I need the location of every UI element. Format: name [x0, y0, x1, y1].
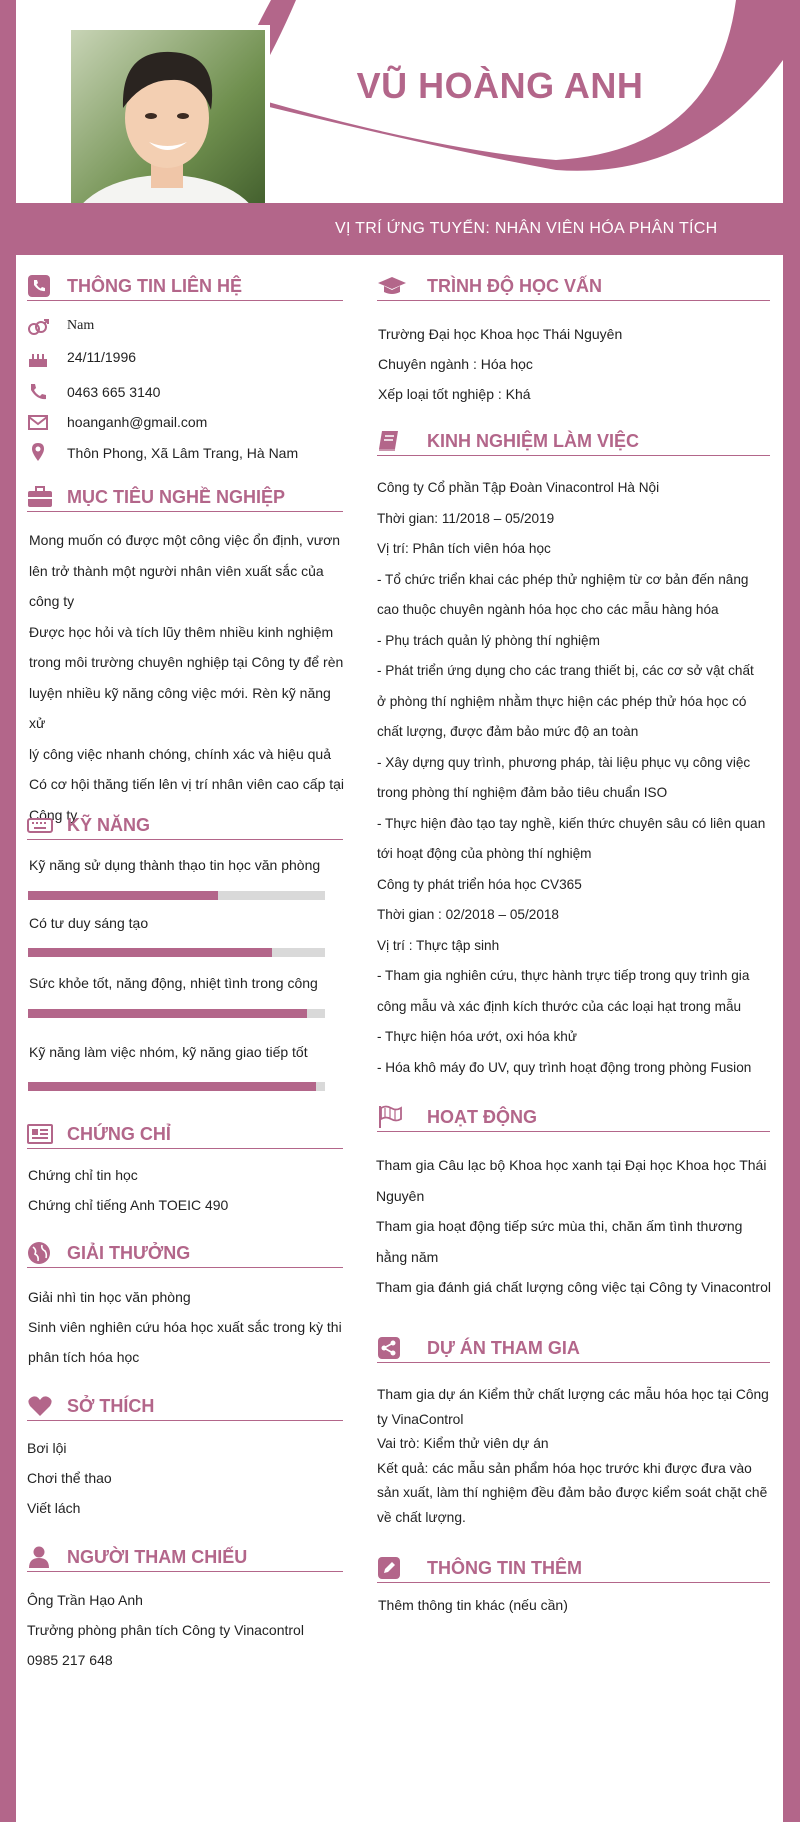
book-icon: [377, 429, 403, 453]
skills-title: KỸ NĂNG: [67, 815, 151, 835]
certificates-title: CHỨNG CHỈ: [67, 1124, 171, 1144]
birthday-cake-icon: [27, 349, 49, 369]
activity-line: Tham gia Câu lạc bộ Khoa học xanh tại Đại học Khoa học Thái: [376, 1157, 767, 1173]
objective-line: Được học hỏi và tích lũy thêm nhiều kinh nghiệm: [29, 623, 334, 640]
objective-line: công ty: [29, 593, 75, 609]
skill-bar-fill: [28, 1009, 307, 1018]
skill-label: Sức khỏe tốt, năng động, nhiệt tình trong công: [29, 975, 318, 991]
skill-label: Kỹ năng làm việc nhóm, kỹ năng giao tiếp tốt: [29, 1044, 308, 1060]
projects-section-header: [377, 1332, 770, 1363]
contact-section-header: [27, 270, 343, 301]
skills-section-header: [27, 809, 343, 840]
hobbies-section-header: [27, 1390, 343, 1421]
phone-icon: [27, 382, 49, 402]
experience-line: - Thực hiện hóa ướt, oxi hóa khử: [377, 1029, 577, 1044]
experience-line: - Hóa khô máy đo UV, quy trình hoạt động trong phòng Fusion: [377, 1059, 752, 1075]
activities-text: [376, 1150, 776, 1303]
reference-section-header: [27, 1541, 343, 1572]
contact-title: THÔNG TIN LIÊN HỆ: [67, 276, 242, 296]
skill-bar-fill: [28, 948, 272, 957]
globe-icon: [27, 1241, 53, 1265]
hobby-item: Viết lách: [27, 1500, 81, 1516]
heart-icon: [27, 1394, 53, 1418]
experience-line: công mẫu và xác định kích thước của các loại hạt trong mẫu: [377, 998, 742, 1014]
education-line: Trường Đại học Khoa học Thái Nguyên: [378, 326, 623, 342]
email-value: hoanganh@gmail.com: [67, 414, 208, 430]
more-title: THÔNG TIN THÊM: [427, 1558, 582, 1578]
more-section-header: [377, 1552, 770, 1583]
activity-line: Nguyên: [376, 1187, 425, 1204]
skill-bar: [28, 891, 325, 900]
objective-line: lý công việc nhanh chóng, chính xác và hiệu quả: [29, 745, 331, 762]
activity-line: hằng năm: [376, 1248, 439, 1265]
objective-line: Công ty: [29, 806, 78, 823]
projects-text: [377, 1383, 777, 1530]
experience-line: - Thực hiện đào tạo tay nghề, kiến thức chuyên sâu có liên quan: [377, 815, 766, 831]
experience-line: Thời gian : 02/2018 – 05/2018: [377, 907, 559, 922]
more-text: Thêm thông tin khác (nếu cần): [378, 1597, 568, 1613]
project-line: sản xuất, làm thí nghiệm đều đảm bảo được kiểm soát chặt chẽ: [377, 1485, 768, 1500]
experience-line: Công ty Cổ phần Tập Đoàn Vinacontrol Hà Nội: [377, 480, 660, 495]
share-icon: [377, 1336, 403, 1360]
experience-line: - Tổ chức triển khai các phép thử nghiệm từ cơ bản đến nâng: [377, 571, 749, 587]
activity-line: Tham gia hoạt động tiếp sức mùa thi, chăn ấm tình thương: [376, 1218, 743, 1234]
project-line: về chất lượng.: [377, 1509, 466, 1525]
award-line: phân tích hóa học: [28, 1349, 140, 1365]
activity-line: Tham gia đánh giá chất lượng công việc tại Công ty Vinacontrol: [376, 1279, 771, 1295]
experience-line: Thời gian: 11/2018 – 05/2019: [377, 510, 555, 526]
certificate-item: Chứng chỉ tin học: [28, 1167, 138, 1183]
award-line: Sinh viên nghiên cứu hóa học xuất sắc trong kỳ thi: [28, 1319, 342, 1335]
experience-line: chất lượng, được đảm bảo mức độ an toàn: [377, 724, 639, 739]
experience-line: trong phòng thí nghiệm đảm bảo tiêu chuẩn ISO: [377, 785, 668, 800]
keyboard-icon: [27, 813, 53, 837]
project-line: ty VinaControl: [377, 1411, 464, 1427]
objective-title: MỤC TIÊU NGHỀ NGHIỆP: [67, 487, 286, 507]
experience-line: - Tham gia nghiên cứu, thực hành trực tiếp trong quy trình gia: [377, 968, 750, 983]
skill-label: Có tư duy sáng tạo: [29, 915, 149, 931]
skill-bar: [28, 948, 325, 957]
edit-icon: [377, 1556, 403, 1580]
awards-section-header: [27, 1237, 343, 1268]
reference-line: Ông Trần Hạo Anh: [27, 1592, 143, 1608]
skill-bar-fill: [28, 1082, 316, 1091]
applied-position: VỊ TRÍ ỨNG TUYỂN: NHÂN VIÊN HÓA PHÂN TÍCH: [335, 220, 718, 237]
experience-text: [377, 473, 777, 1083]
experience-line: - Xây dựng quy trình, phương pháp, tài liệu phục vụ công việc: [377, 754, 751, 770]
project-line: Tham gia dự án Kiểm thử chất lượng các mẫu hóa học tại Công: [377, 1387, 769, 1402]
education-line: Xếp loại tốt nghiệp : Khá: [378, 386, 531, 402]
birthday-value: 24/11/1996: [67, 349, 137, 365]
experience-line: Công ty phát triển hóa học CV365: [377, 876, 582, 892]
gender-icon: [27, 318, 49, 338]
education-section-header: [377, 270, 770, 301]
reference-line: Trưởng phòng phân tích Công ty Vinacontrol: [27, 1622, 304, 1638]
experience-line: Vị trí: Phân tích viên hóa học: [377, 541, 551, 556]
experience-line: Vị trí : Thực tập sinh: [377, 937, 500, 953]
hobbies-title: SỞ THÍCH: [67, 1396, 155, 1416]
email-icon: [27, 412, 49, 432]
experience-section-header: [377, 425, 770, 456]
certificates-section-header: [27, 1118, 343, 1149]
address-value: Thôn Phong, Xã Lâm Trang, Hà Nam: [67, 445, 299, 461]
education-line: Chuyên ngành : Hóa học: [378, 356, 533, 372]
objective-line: Có cơ hội thăng tiến lên vị trí nhân viên cao cấp tại: [29, 776, 345, 792]
activities-title: HOẠT ĐỘNG: [427, 1107, 537, 1127]
certificate-icon: [27, 1122, 53, 1146]
project-line: Vai trò: Kiểm thử viên dự án: [377, 1436, 549, 1451]
experience-title: KINH NGHIỆM LÀM VIỆC: [427, 431, 640, 451]
reference-line: 0985 217 648: [27, 1652, 113, 1668]
experience-line: - Phụ trách quản lý phòng thí nghiệm: [377, 632, 600, 648]
awards-title: GIẢI THƯỞNG: [67, 1243, 191, 1263]
phone-box-icon: [27, 274, 53, 298]
experience-line: cao thuộc chuyên ngành hóa học cho các mẫu hàng hóa: [377, 602, 719, 617]
candidate-name: VŨ HOÀNG ANH: [356, 65, 644, 106]
education-title: TRÌNH ĐỘ HỌC VẤN: [427, 276, 602, 296]
person-icon: [27, 1545, 53, 1569]
projects-title: DỰ ÁN THAM GIA: [427, 1338, 580, 1358]
project-line: Kết quả: các mẫu sản phẩm hóa học trước khi được đưa vào: [377, 1460, 752, 1476]
briefcase-icon: [27, 485, 53, 509]
profile-photo: [71, 30, 265, 223]
flag-icon: [377, 1105, 403, 1129]
skill-bar: [28, 1082, 325, 1091]
skill-label: Kỹ năng sử dụng thành thạo tin học văn phòng: [29, 857, 321, 873]
experience-line: tới hoạt động của phòng thí nghiệm: [377, 846, 592, 861]
experience-line: ở phòng thí nghiệm nhằm thực hiện các phép thử hóa học có: [377, 693, 747, 709]
experience-line: - Phát triển ứng dụng cho các trang thiết bị, các cơ sở vật chất: [377, 663, 754, 678]
objective-line: Mong muốn có được một công việc ổn định, vươn: [29, 532, 341, 548]
reference-title: NGƯỜI THAM CHIẾU: [67, 1547, 248, 1567]
skill-bar: [28, 1009, 325, 1018]
location-pin-icon: [27, 442, 49, 462]
graduation-cap-icon: [377, 274, 407, 298]
gender-value: Nam: [67, 318, 95, 333]
objective-line: luyện nhiều kỹ năng công việc mới. Rèn kỹ năng xử: [29, 684, 331, 731]
objective-line: lên trở thành một người nhân viên xuất sắc của: [29, 562, 324, 579]
objective-text: [29, 525, 349, 830]
phone-value: 0463 665 3140: [67, 384, 161, 400]
award-line: Giải nhì tin học văn phòng: [28, 1289, 191, 1305]
certificate-item: Chứng chỉ tiếng Anh TOEIC 490: [28, 1197, 229, 1213]
hobby-item: Bơi lội: [27, 1440, 67, 1456]
hobby-item: Chơi thể thao: [27, 1470, 112, 1486]
skill-bar-fill: [28, 891, 218, 900]
profile-photo-frame: [66, 25, 270, 228]
activities-section-header: [377, 1101, 770, 1132]
objective-section-header: [27, 481, 343, 512]
objective-line: trong môi trường chuyên nghiệp tại Công ty để rèn: [29, 654, 344, 670]
